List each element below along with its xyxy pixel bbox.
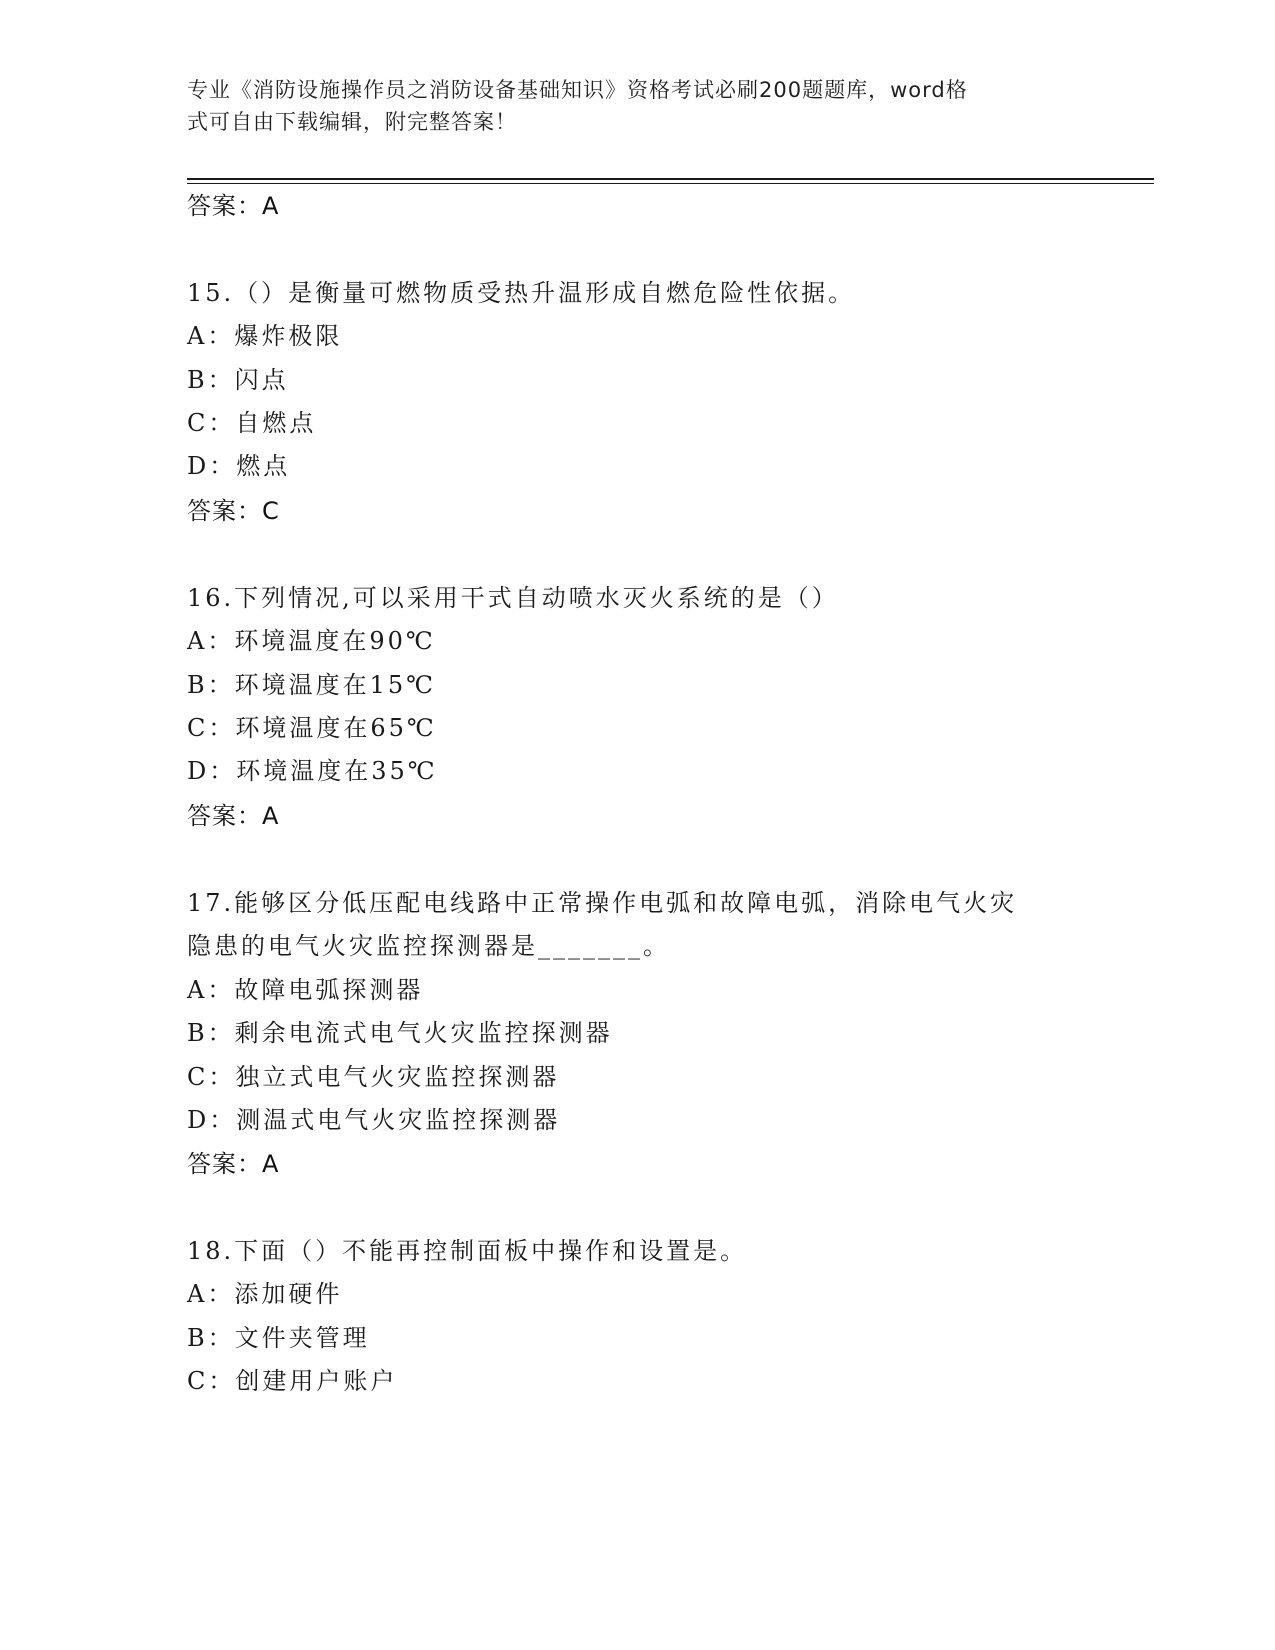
question-stem: 15.（）是衡量可燃物质受热升温形成自燃危险性依据。	[187, 279, 856, 307]
header-divider-thick	[187, 178, 1154, 180]
header-line-2: 式可自由下载编辑，附完整答案！	[187, 110, 517, 134]
option-b: B：闪点	[187, 366, 289, 394]
answer-label: 答案：A	[187, 192, 280, 220]
header-line-1: 专业《消防设施操作员之消防设备基础知识》资格考试必刷200题题库，word格	[187, 78, 968, 102]
option-b: B：环境温度在15℃	[187, 671, 437, 699]
option-a: A：故障电弧探测器	[187, 976, 424, 1004]
option-c: C：环境温度在65℃	[187, 714, 437, 742]
option-d: D：燃点	[187, 452, 291, 480]
option-c: C：创建用户账户	[187, 1367, 398, 1395]
option-d: D：测温式电气火灾监控探测器	[187, 1106, 561, 1134]
answer-label: 答案：A	[187, 802, 280, 830]
option-d: D：环境温度在35℃	[187, 757, 438, 785]
option-a: A：添加硬件	[187, 1280, 343, 1308]
question-stem: 18.下面（）不能再控制面板中操作和设置是。	[187, 1237, 748, 1265]
option-b: B：文件夹管理	[187, 1324, 370, 1352]
question-stem-line-1: 17.能够区分低压配电线路中正常操作电弧和故障电弧，消除电气火灾	[187, 889, 1018, 917]
question-stem-line-2: 隐患的电气火灾监控探测器是_______。	[187, 932, 670, 960]
option-a: A：爆炸极限	[187, 322, 343, 350]
answer-label: 答案：C	[187, 497, 280, 525]
header-divider-thin	[187, 183, 1154, 184]
option-c: C：自燃点	[187, 409, 317, 437]
option-b: B：剩余电流式电气火灾监控探测器	[187, 1019, 613, 1047]
question-stem: 16.下列情况,可以采用干式自动喷水灭火系统的是（）	[187, 584, 839, 612]
answer-label: 答案：A	[187, 1150, 280, 1178]
option-a: A：环境温度在90℃	[187, 627, 436, 655]
document-header	[187, 74, 1067, 138]
option-c: C：独立式电气火灾监控探测器	[187, 1063, 560, 1091]
